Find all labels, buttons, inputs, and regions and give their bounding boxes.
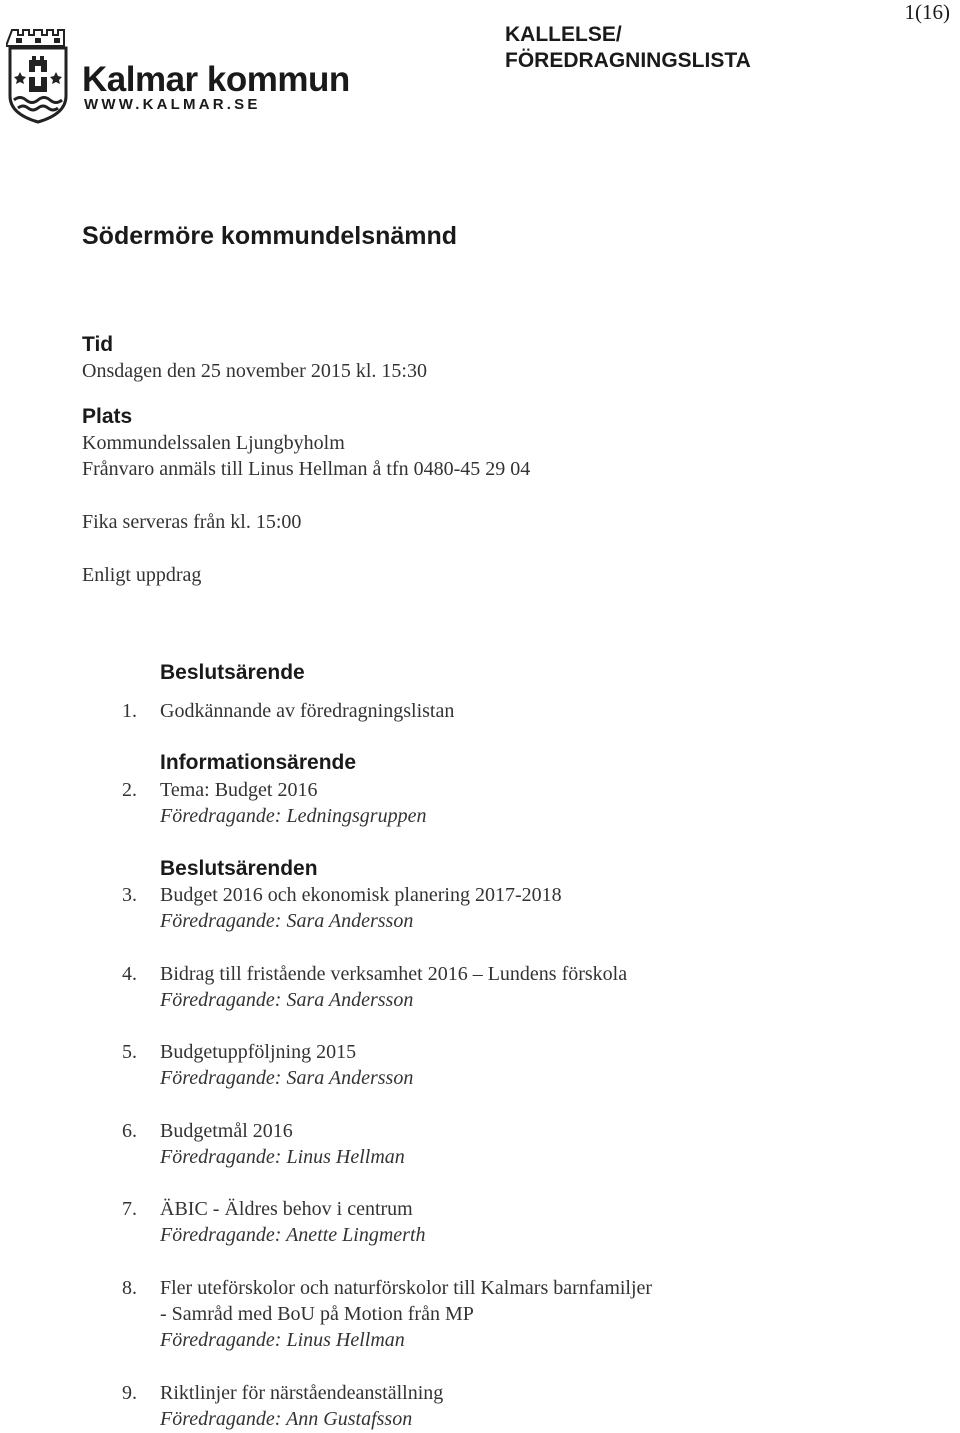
- place-value: Kommundelssalen Ljungbyholm: [82, 432, 345, 454]
- place-block: [82, 404, 530, 482]
- item-title: Riktlinjer för närståendeanställning: [160, 1382, 444, 1404]
- section-heading-beslutsarenden: Beslutsärenden: [160, 857, 318, 880]
- item-title: Budget 2016 och ekonomisk planering 2017-2018: [160, 884, 562, 906]
- item-title: Godkännande av föredragningslistan: [160, 700, 455, 722]
- agenda-item: [122, 1118, 922, 1170]
- item-number: 9.: [122, 1382, 137, 1404]
- page-number: 1(16): [904, 0, 950, 24]
- kalmar-kommun-logo: [6, 26, 350, 126]
- agenda-item: [122, 961, 922, 1013]
- item-title: Budgetmål 2016: [160, 1120, 293, 1142]
- item-presenter: Föredragande: Ledningsgruppen: [160, 805, 427, 827]
- time-label: Tid: [82, 333, 114, 356]
- logo-name: Kalmar kommun: [82, 60, 350, 99]
- item-number: 3.: [122, 884, 137, 906]
- agenda-item: [122, 1380, 922, 1432]
- coffee-note: Fika serveras från kl. 15:00: [82, 511, 302, 533]
- item-title: Tema: Budget 2016: [160, 779, 318, 801]
- item-presenter: Föredragande: Sara Andersson: [160, 989, 414, 1011]
- document-type-line1: KALLELSE/: [505, 23, 622, 46]
- committee-title: Södermöre kommundelsnämnd: [82, 222, 458, 250]
- item-title-continuation: - Samråd med BoU på Motion från MP: [160, 1303, 474, 1325]
- agenda-item: [122, 1196, 922, 1248]
- time-value: Onsdagen den 25 november 2015 kl. 15:30: [82, 360, 427, 382]
- place-label: Plats: [82, 405, 133, 428]
- agenda-item: [122, 882, 922, 934]
- item-number: 7.: [122, 1198, 137, 1220]
- item-number: 2.: [122, 779, 137, 801]
- agenda-item: [122, 1039, 922, 1091]
- item-title: Budgetuppföljning 2015: [160, 1041, 357, 1063]
- item-title: Bidrag till fristående verksamhet 2016 – Lundens förskola: [160, 963, 628, 985]
- mandate-note: Enligt uppdrag: [82, 564, 202, 586]
- item-presenter: Föredragande: Sara Andersson: [160, 1067, 414, 1089]
- logo-url: WWW.KALMAR.SE: [84, 96, 261, 113]
- item-number: 6.: [122, 1120, 137, 1142]
- agenda-item: [122, 698, 922, 724]
- item-number: 4.: [122, 963, 137, 985]
- item-presenter: Föredragande: Linus Hellman: [160, 1146, 405, 1168]
- item-title: ÄBIC - Äldres behov i centrum: [160, 1198, 413, 1220]
- time-block: [82, 332, 427, 384]
- item-title: Fler uteförskolor och naturförskolor till Kalmars barnfamiljer: [160, 1277, 653, 1299]
- item-number: 5.: [122, 1041, 137, 1063]
- item-presenter: Föredragande: Anette Lingmerth: [160, 1224, 426, 1246]
- item-number: 1.: [122, 700, 137, 722]
- section-heading-informationsarende: Informationsärende: [160, 751, 357, 774]
- absence-note: Frånvaro anmäls till Linus Hellman å tfn 0480-45 29 04: [82, 458, 531, 480]
- item-number: 8.: [122, 1277, 137, 1299]
- agenda-item: [122, 777, 922, 829]
- document-type-line2: FÖREDRAGNINGSLISTA: [505, 49, 751, 72]
- item-presenter: Föredragande: Sara Andersson: [160, 910, 414, 932]
- item-presenter: Föredragande: Ann Gustafsson: [160, 1408, 413, 1430]
- kalmar-coat-of-arms-icon: [6, 26, 70, 126]
- item-presenter: Föredragande: Linus Hellman: [160, 1329, 405, 1351]
- agenda-item: [122, 1275, 922, 1353]
- section-heading-beslutsarende: Beslutsärende: [160, 661, 305, 684]
- document-type: [505, 22, 751, 74]
